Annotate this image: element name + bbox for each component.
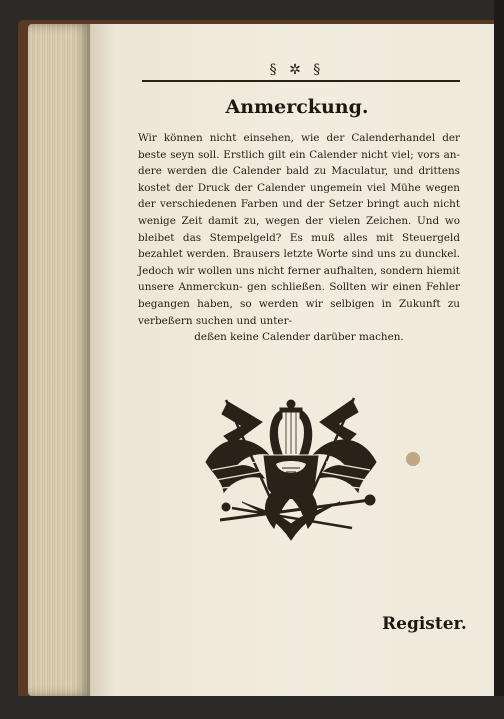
- text-line: uns nicht ferner aufhalten, sondern hiemit unsere Anmerckun-: [138, 264, 460, 294]
- text-line: Stempelgeld? Es muß alles mit Steuergeld bezahlet werden.: [138, 231, 460, 261]
- page-title: Anmerckung.: [225, 96, 369, 118]
- text-line: dere werden die Calender bald zu Maculatur, und drittens: [138, 165, 460, 178]
- lyre-trophy-vignette-icon: [202, 392, 380, 542]
- text-line: verschiedenen Farben und der Setzer bringt auch nicht wenige: [138, 198, 461, 227]
- text-line: Wir können nicht einsehen, wie der Calenderhandel der: [138, 132, 460, 144]
- header-rule: [142, 80, 460, 82]
- page-edges: [28, 24, 90, 696]
- ink-stain: [406, 452, 420, 466]
- background-bottom: [18, 696, 504, 719]
- text-line: werden wir selbigen in Zukunft zu verbeßern suchen und unter-: [138, 297, 460, 327]
- text-line-last: deßen keine Calender darüber machen.: [194, 331, 404, 344]
- book-page: [90, 24, 504, 696]
- text-line: Zeit damit zu, wegen der vielen Zeichen. Und wo bleibet das: [138, 214, 460, 244]
- text-line: beste seyn soll. Erstlich gilt ein Calender nicht viel; vors an-: [138, 148, 460, 161]
- body-paragraph: [138, 130, 460, 346]
- catchword: Register.: [382, 614, 467, 634]
- background-edge: [494, 0, 504, 719]
- text-line: kostet der Druck der Calender ungemein viel Mühe wegen der: [138, 181, 460, 211]
- text-line: gen schließen. Sollten wir einen Fehler begangen haben, so: [138, 281, 460, 310]
- text-line: Brausers letzte Worte sind uns zu dunckel. Jedoch wir wollen: [138, 248, 460, 277]
- header-ornament: § ✲ §: [269, 62, 325, 78]
